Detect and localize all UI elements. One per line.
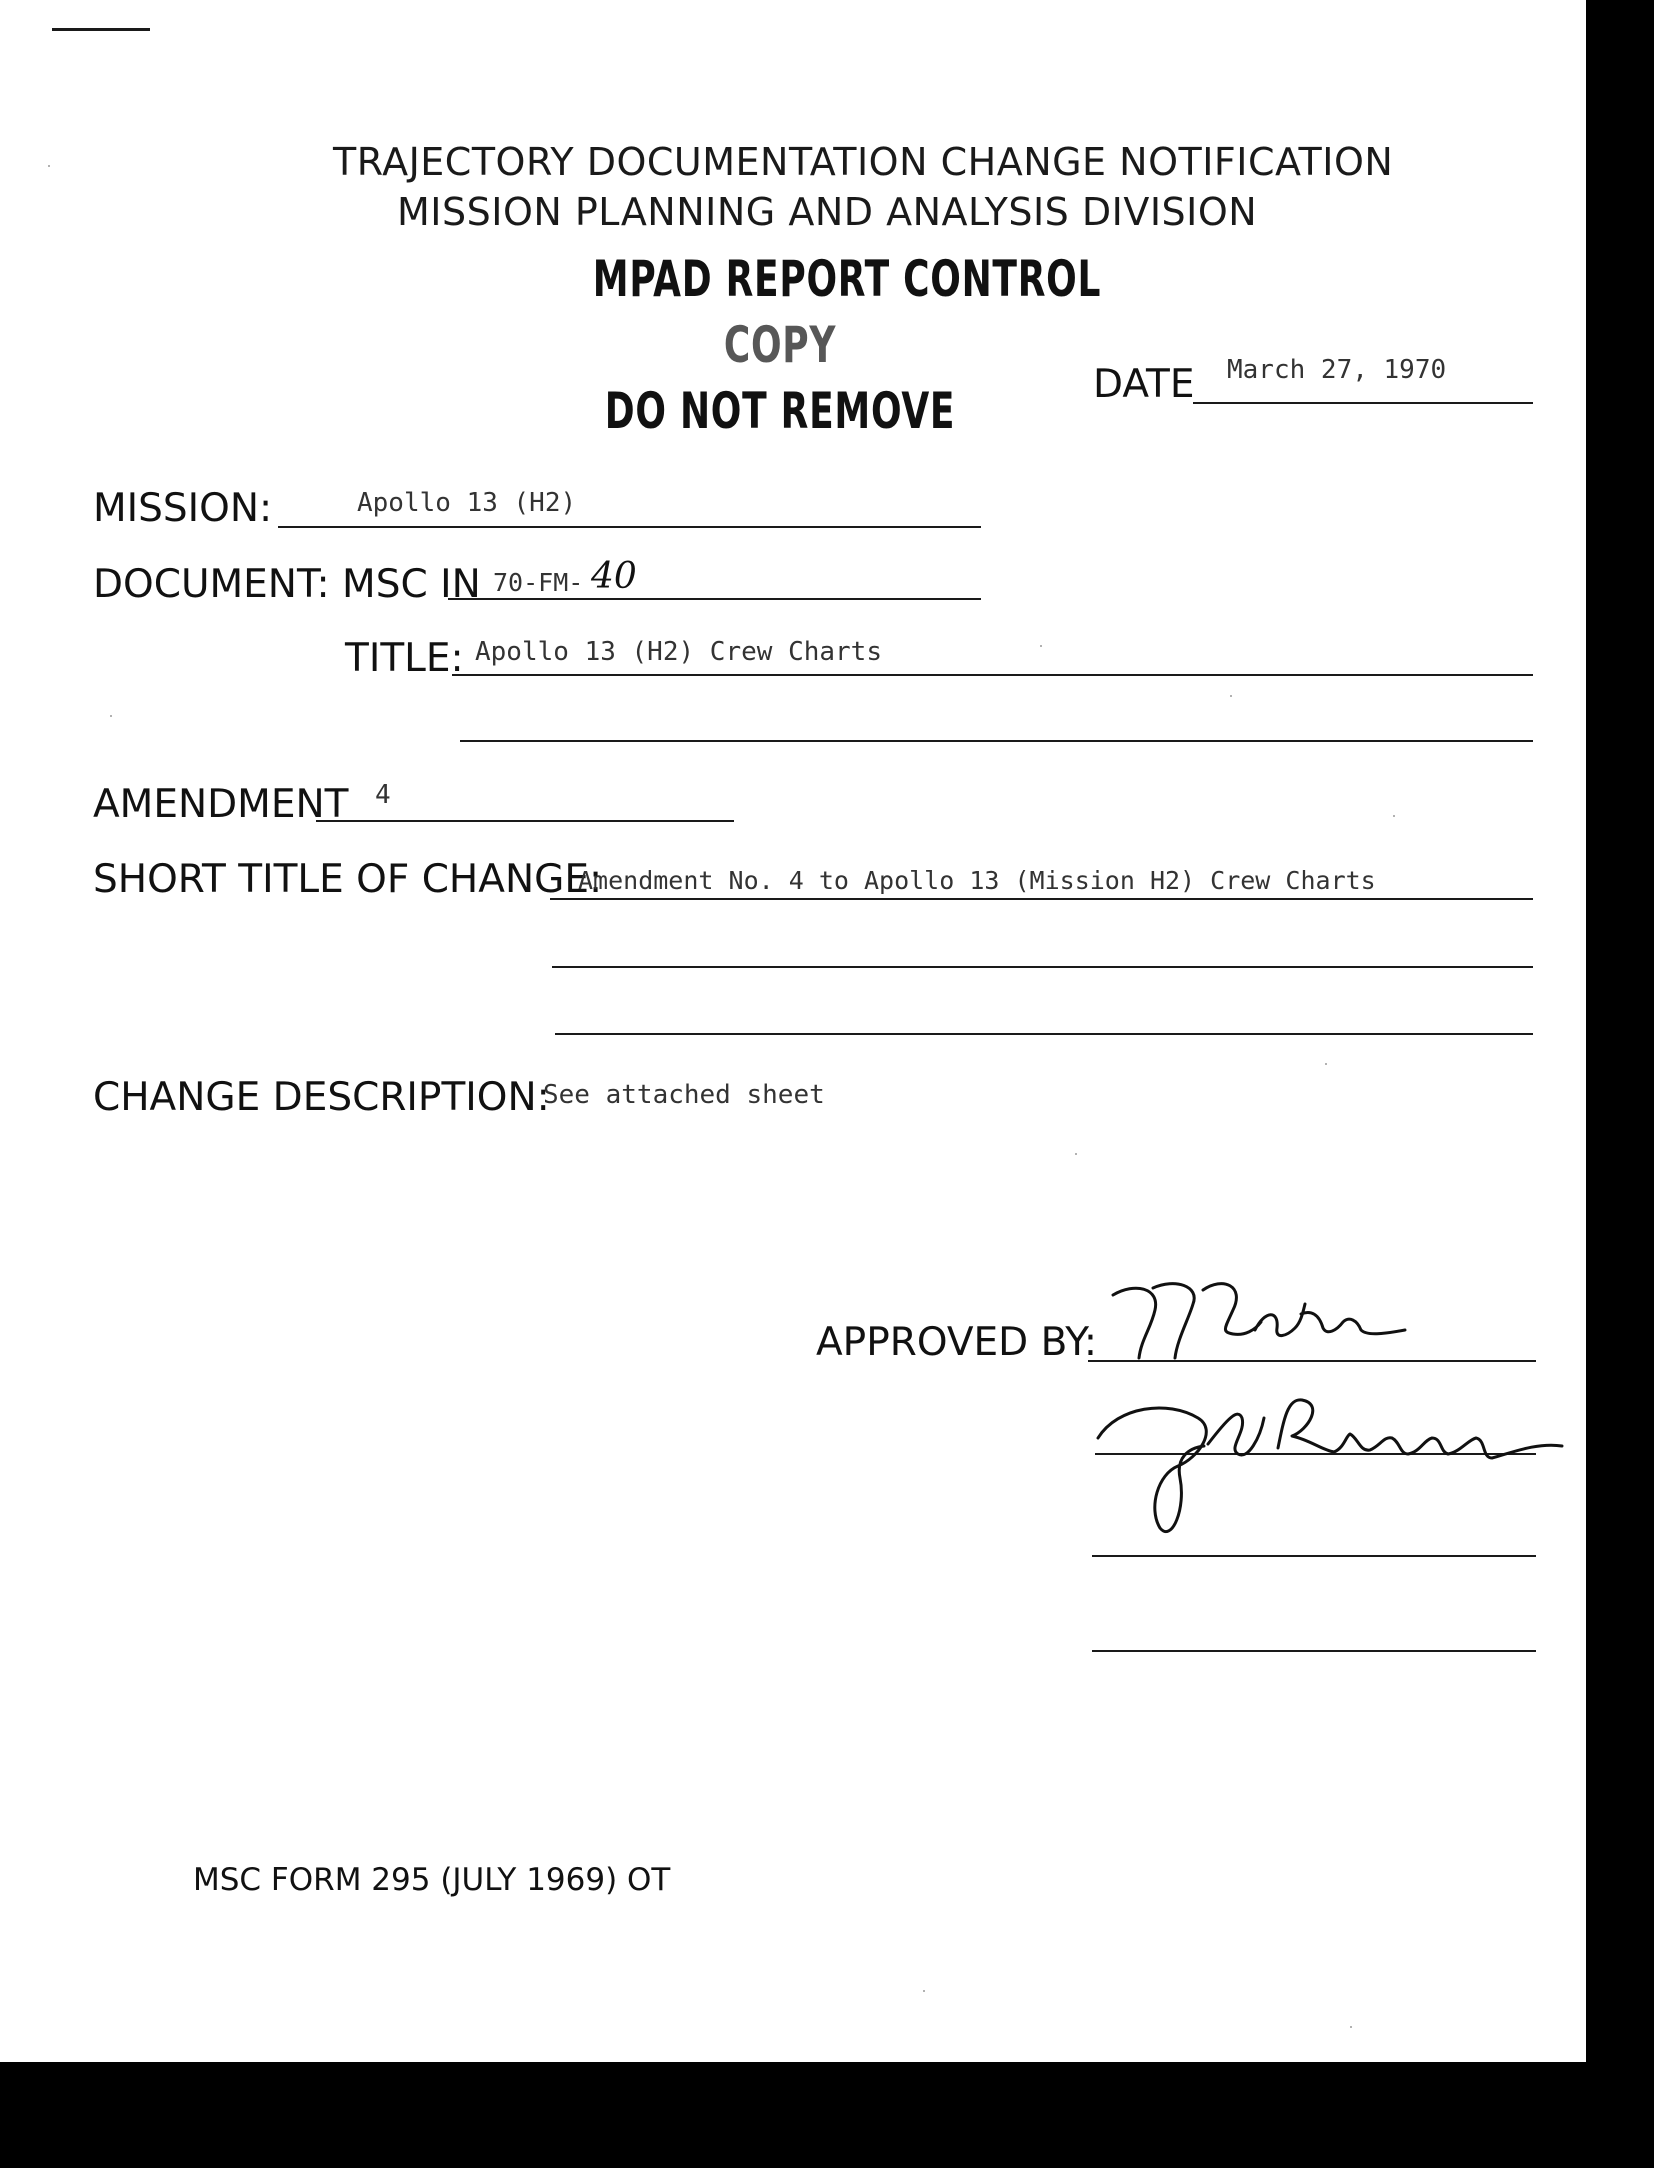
approval-line-3 <box>1092 1555 1536 1557</box>
amendment-label: AMENDMENT <box>93 782 349 827</box>
scan-speck <box>1325 1063 1327 1065</box>
title-line-1 <box>452 674 1533 676</box>
approver-signature-2 <box>1088 1378 1568 1538</box>
scan-speck <box>48 165 50 167</box>
document-number-typed: 70-FM- <box>493 568 584 597</box>
stamp-line3: DO NOT REMOVE <box>604 382 956 440</box>
title-label: TITLE: <box>345 636 464 681</box>
short-title-value: Amendment No. 4 to Apollo 13 (Mission H2) Crew Charts <box>578 866 1376 895</box>
scan-speck <box>1350 2026 1352 2028</box>
approval-line-4 <box>1092 1650 1536 1652</box>
mission-value: Apollo 13 (H2) <box>357 488 577 518</box>
form-header-line2: MISSION PLANNING AND ANALYSIS DIVISION <box>397 190 1258 234</box>
mission-line <box>278 526 981 528</box>
scan-speck <box>1075 1153 1077 1155</box>
amendment-value: 4 <box>375 780 391 810</box>
approver-signature-1 <box>1105 1270 1425 1370</box>
title-value: Apollo 13 (H2) Crew Charts <box>475 637 882 667</box>
change-description-value: See attached sheet <box>543 1080 825 1110</box>
form-header-line1: TRAJECTORY DOCUMENTATION CHANGE NOTIFICATION <box>333 140 1394 184</box>
title-line-2 <box>460 740 1533 742</box>
document-number-handwritten: 40 <box>591 556 637 597</box>
approved-by-label: APPROVED BY: <box>816 1320 1097 1365</box>
mission-label: MISSION: <box>93 486 273 531</box>
scan-speck <box>1040 645 1042 647</box>
date-line <box>1193 402 1533 404</box>
form-number: MSC FORM 295 (JULY 1969) OT <box>193 1862 671 1898</box>
stamp-line1: MPAD REPORT CONTROL <box>592 250 1102 308</box>
stamp-line2: COPY <box>723 316 837 374</box>
change-description-label: CHANGE DESCRIPTION: <box>93 1075 550 1120</box>
corner-mark <box>52 28 150 31</box>
date-label: DATE <box>1093 362 1195 407</box>
document-label: DOCUMENT: MSC IN <box>93 562 481 607</box>
scan-speck <box>110 715 112 717</box>
short-title-line-1 <box>550 898 1533 900</box>
date-value: March 27, 1970 <box>1227 355 1447 385</box>
short-title-line-2 <box>552 966 1533 968</box>
scan-speck <box>1230 695 1232 697</box>
short-title-line-3 <box>555 1033 1533 1035</box>
document-line <box>448 598 981 600</box>
short-title-label: SHORT TITLE OF CHANGE: <box>93 857 603 902</box>
scan-speck <box>923 1990 925 1992</box>
amendment-line <box>316 820 734 822</box>
scan-speck <box>1393 815 1395 817</box>
